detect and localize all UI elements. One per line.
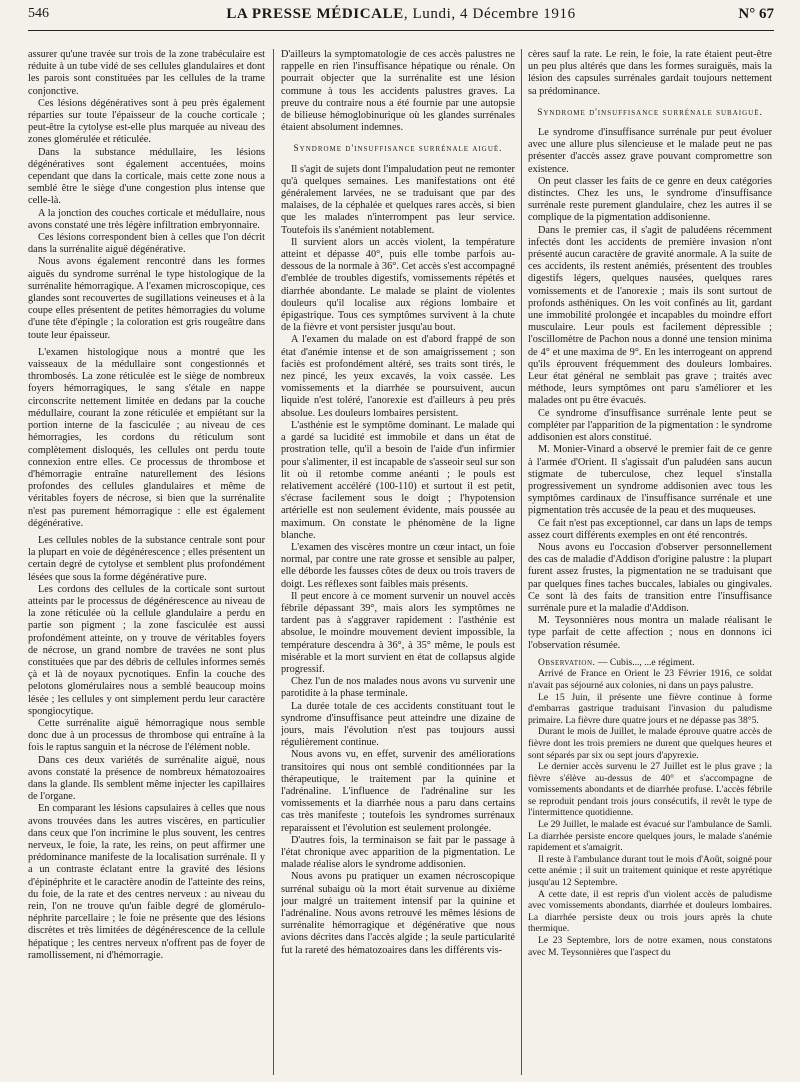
observation-intro: — Cubis..., ...e régiment.	[595, 656, 695, 668]
paragraph: A la jonction des couches corticale et médullaire, nous avons constaté une très légère infiltration embryonnaire.	[28, 207, 265, 231]
paragraph: Ces lésions correspondent bien à celles que l'on décrit dans la surrénalite aiguë dégénérative.	[28, 232, 265, 256]
observation-paragraph: Il reste à l'ambulance durant tout le mois d'Août, soigné pour cette anémie ; il suit un traitement quinique et reste apyrétique jusqu'au 12 Septembre.	[528, 853, 772, 889]
paragraph: L'asthénie est le symptôme dominant. Le malade qui a gardé sa lucidité est immobile et dans un état de prostration telle, qu'il a besoin de l'aide d'un infirmier pour s'alimenter, il est incapable de s'asseoir seul sur son lit où il retombe comme anéanti ; le pouls est relativement accéléré (100-110) et surtout il est petit, s'écrase facilement sous le doigt ; l'hypotension artérielle est non seulement évidente, mais poussée au maximum. On constate le phénomène de la ligne blanche.	[281, 419, 515, 541]
section-heading: Syndrome d'insuffisance surrénale aiguë.	[293, 144, 503, 155]
journal-title-line	[28, 6, 774, 23]
issue-number: N° 67	[738, 6, 774, 22]
paragraph: En comparant les lésions capsulaires à celles que nous avons trouvées dans les autres viscères, en particulier dans ceux que l'on incrimine le plus souvent, les centres nerveux, le foie, la rate, les reins, on peut affirmer une prédominance manifeste de la localisation surrénale. Il y a un contraste éclatant entre la gravité des lésions d'épinéphrite et le caractère anodin de l'atteinte des reins, du foie, de la rate et des centres nerveux : au niveau du rein, l'on ne trouve qu'un faible degré de glomérulo-néphrite parcellaire ; le foie ne présente que des lésions discrètes et très limitées de dégénérescence de la cellule hépatique ; les centres nerveux n'offrent pas de foyer de ramollissement, ni d'hémorragie.	[28, 803, 265, 961]
paragraph: Nous avons vu, en effet, survenir des améliorations transitoires qui nous ont semblé conditionnées par la thérapeutique, le traitement par la quinine et l'adrénaline. L'influence de l'adrénaline sur les vomissements et la diarrhée nous a paru dans certains cas très manifeste ; toutefois les syndromes surrénaux reparaissent et l'évolution est seulement prolongée.	[281, 749, 515, 834]
paragraph: Dans le premier cas, il s'agit de paludéens récemment infectés dont les accidents de première invasion n'ont présenté aucun caractère de gravité anormale. A la suite de ces accidents, ils restent anémiés, présentent des troubles digestifs légers, quelques nausées, quelques rares vomissements et de l'anorexie ; mais ils sont surtout de profonds asthéniques. On les voit confinés au lit, gardant une immobilité prolongée et incapables du moindre effort musculaire. Leur pouls est facilement dépressible ; l'oscillomètre de Pachon nous a donné une tension minima de 4° et une maxima de 9°. En les interrogeant on apprend qu'ils éprouvent fréquemment des douleurs lombaires. Leur état général ne semblait pas grave ; traités avec méthode, leurs symptômes ont paru s'améliorer et les malades ont pu être évacués.	[528, 224, 772, 407]
masthead	[28, 6, 774, 31]
paragraph: cères sauf la rate. Le rein, le foie, la rate étaient peut-être un peu plus altérés que dans les formes suraiguës, mais la lésion des capsules surrénales gardait toujours nettement sa prédominance.	[528, 49, 772, 97]
column-divider	[273, 49, 274, 1075]
section-heading: Syndrome d'insuffisance surrénale subaiguë.	[537, 107, 763, 118]
paragraph: Nous avons pu pratiquer un examen nécroscopique surrénal subaigu où la mort était survenue au dixième jour malgré un traitement intensif par la quinine et l'adrénaline. Nous avons retrouvé les mêmes lésions de surrénalite hémorragique et dégénérative que nous avions décrites dans l'accès algide ; la seule particularité fut la rareté des hématozoaires dans les différents vis-	[281, 871, 515, 956]
paragraph: Il survient alors un accès violent, la température atteint et dépasse 40°, puis elle tombe parfois au-dessous de la normale à 36°. Cet accès s'est accompagné d'emblée de troubles digestifs, vomissements répétés et diarrhée abondante. Le malade se plaint de violentes douleurs qu'il localise aux régions lombaire et épigastrique. Tous ces symptômes survivent à la chute de la fièvre et vont persister jusqu'au bout.	[281, 236, 515, 334]
journal-title: LA PRESSE MÉDICALE	[226, 6, 404, 22]
paragraph: Le syndrome d'insuffisance surrénale pur peut évoluer avec une allure plus silencieuse et le malade peut ne pas présenter d'accès assez grave pouvant compromettre son existence.	[528, 127, 772, 175]
paragraph: Nous avons également rencontré dans les formes aiguës du syndrome surrénal le type histologique de la surrénalite hémorragique. A l'examen microscopique, ces glandes sont recouvertes de sugillations veineuses et à la coupe elles présentent de petites hémorragies du volume d'une tête d'épingle ; la coloration est gris rougeâtre dans toute leur épaisseur.	[28, 256, 265, 341]
observation-paragraph: Arrivé de France en Orient le 23 Février 1916, ce soldat n'avait pas séjourné aux colonies, ni dans un pays palustre.	[528, 668, 772, 691]
paragraph: Ces lésions dégénératives sont à peu près également réparties sur toute l'épaisseur de la couche corticale ; peut-être la cytolyse est-elle plus marquée au niveau des zones glomérulée et réticulée.	[28, 97, 265, 146]
paragraph: Ce syndrome d'insuffisance surrénale lente peut se compléter par l'apparition de la pigmentation : le syndrome addisonien est alors constitué.	[528, 407, 772, 444]
paragraph: Dans la substance médullaire, les lésions dégénératives sont également accentuées, moins cependant que dans la corticale, mais cette zone nous a semblé être le siège d'une congestion plus intense que celle-là.	[28, 146, 265, 207]
column-3	[528, 49, 772, 1079]
paragraph: Nous avons eu l'occasion d'observer personnellement des cas de maladie d'Addison d'origine palustre : la plupart furent assez frustes, la pigmentation ne se traduisant que par quelques fines taches buccales, labiales ou gingivales. Ce sont là des faits de transition entre l'insuffisance surrénale pure et la maladie d'Addison.	[528, 541, 772, 614]
page-number: 546	[28, 6, 49, 21]
paragraph: M. Teysonnières nous montra un malade réalisant le type parfait de cette affection ; nous en donnons ici l'observation résumée.	[528, 615, 772, 651]
paragraph: La durée totale de ces accidents constituant tout le syndrome d'insuffisance peut atteindre une dizaine de jours, mais l'évolution n'est pas toujours aussi régulièrement continue.	[281, 700, 515, 749]
observation-paragraph: Le 15 Juin, il présente une fièvre continue à forme d'embarras gastrique traduisant l'invasion du paludisme primaire. La fièvre dure quatre jours et ne dépasse pas 38°5.	[528, 691, 772, 726]
observation-label: Observation.	[538, 656, 596, 668]
column-2	[281, 49, 515, 1079]
paragraph: Les cellules nobles de la substance centrale sont pour la plupart en voie de dégénérescence ; elles présentent un certain degré de cytolyse et semblent plus profondément lésées que sous la forme dégénérative pure.	[28, 534, 265, 583]
issue-date: , Lundi, 4 Décembre 1916	[403, 6, 576, 22]
paragraph: D'ailleurs la symptomatologie de ces accès palustres ne rappelle en rien l'insuffisance hépatique ou rénale. On pourrait objecter que la surrénalite est une lésion commune à tous les accidents palustres graves. La preuve du contraire nous a été fournie par une autopsie de bilieuse hémoglobinurique où les glandes surrénales étaient absolument indemnes.	[281, 49, 515, 134]
observation-paragraph: Durant le mois de Juillet, le malade éprouve quatre accès de fièvre dont les trois premiers ne durent que quelques heures et sont séparés par six ou sept jours d'apyrexie.	[528, 726, 772, 761]
observation-block	[528, 657, 772, 958]
paragraph: L'examen histologique nous a montré que les vaisseaux de la médullaire sont congestionnés et thrombosés. La zone réticulée est le siège de nombreux foyers hémorragiques, le sang s'étale en nappe circonscrite nettement limitée en dedans par la couche médullaire, courant la zone réticulée et empiétant sur la portion interne de la fasciculée ; au niveau de ces hémorragies, les cordons du réticulum sont complètement disloqués, les cellules ont perdu toute connexion entre elles. Ce processus de thrombose et d'hémorragie entraîne naturellement des lésions profondes des cellules glandulaires et même de véritables foyers de nécrose, si bien que la surrénalite n'est pas purement hémorragique : elle est également dégénérative.	[28, 346, 265, 529]
paragraph: A l'examen du malade on est d'abord frappé de son état d'anémie intense et de son amaigrissement ; son faciès est profondément altéré, ses traits sont tirés, le nez pincé, les yeux excavés, la voix cassée. Les vomissements et la diarrhée se poursuivent, aucun liquide n'est toléré, l'anorexie est d'ailleurs à peu près absolue. Les douleurs lombaires persistent.	[281, 334, 515, 419]
paragraph: On peut classer les faits de ce genre en deux catégories distinctes. Chez les uns, le syndrome d'insuffisance surrénale reste purement glandulaire, chez les autres il se complique de la pigmentation addisonienne.	[528, 175, 772, 224]
paragraph: Les cordons des cellules de la corticale sont surtout atteints par le processus de dégénérescence au niveau de la zone réticulée où la cellule glandulaire a perdu en partie son pigment ; la zone fasciculée est aussi profondément atteinte, on y trouve de véritables foyers de nécrose, un grand nombre de travées ne sont plus constituées que par des débris de cellules informes semés çà et là de noyaux pycnotiques. Enfin la couche des pelotons glomérulaires nous a semblé beaucoup moins lésée ; les cellules y ont simplement perdu leur caractère spongiocytique.	[28, 583, 265, 717]
paragraph: Ce fait n'est pas exceptionnel, car dans un laps de temps assez court différents exemples en ont été rencontrés.	[528, 517, 772, 541]
column-1	[28, 49, 265, 1079]
paragraph: Dans ces deux variétés de surrénalite aiguë, nous avons constaté la présence de nombreux hématozoaires dans la glande. Ils semblent même injecter les capillaires de l'organe.	[28, 754, 265, 803]
paragraph: Il s'agit de sujets dont l'impaludation peut ne remonter qu'à quelques semaines. Les manifestations ont été généralement larvées, ne se traduisant que par des malaises, de la céphalée et quelques rares accès, si bien que les malades n'interrompent pas leur service. Toutefois ils s'anémient notablement.	[281, 163, 515, 236]
paragraph: Chez l'un de nos malades nous avons vu survenir une parotidite à la phase terminale.	[281, 676, 515, 700]
observation-header	[528, 657, 772, 669]
paragraph: Il peut encore à ce moment survenir un nouvel accès fébrile dépassant 39°, mais alors les symptômes ne tardent pas à s'aggraver rapidement : l'asthénie est absolue, le moindre mouvement devient impossible, la température descendra à 36°, à 35° même, le pouls est misérable et la mort survient en état de collapsus algide progressif.	[281, 590, 515, 675]
column-divider	[521, 49, 522, 1075]
paragraph: L'examen des viscères montre un cœur intact, un foie normal, par contre une rate grosse et sensible au palper, elle déborde les fausses côtes de deux ou trois travers de doigt. Les réflexes sont faibles mais présents.	[281, 541, 515, 590]
observation-paragraph: Le dernier accès survenu le 27 Juillet est le plus grave ; la fièvre s'élève au-dessus de 40° et s'accompagne de vomissements abondants et de diarrhée profuse. L'accès fébrile se reproduit pendant trois jours consécutifs, il revêt le type de l'intermittence quotidienne.	[528, 761, 772, 819]
observation-paragraph: A cette date, il est repris d'un violent accès de paludisme avec vomissements abondants, diarrhée et douleurs lombaires. La diarrhée persiste deux ou trois jours après la chute thermique.	[528, 888, 772, 935]
observation-paragraph: Le 23 Septembre, lors de notre examen, nous constatons avec M. Teysonnières que l'aspect du	[528, 935, 772, 958]
observation-paragraph: Le 29 Juillet, le malade est évacué sur l'ambulance de Samli. La diarrhée persiste encore quelques jours, le malade s'anémie rapidement et s'amaigrit.	[528, 819, 772, 854]
paragraph: assurer qu'une travée sur trois de la zone trabéculaire est réduite à un tube vidé de ses cellules glandulaires et dont les parois sont constituées par les cellules de la trame conjonctive.	[28, 49, 265, 97]
paragraph: M. Monier-Vinard a observé le premier fait de ce genre à l'armée d'Orient. Il s'agissait d'un paludéen sans aucun stigmate de tuberculose, chez lequel s'installa progressivement un syndrome addisonien avec tous les symptômes cardinaux de l'insuffisance surrénale et une pigmentation très accusée de la peau et des muqueuses.	[528, 444, 772, 517]
paragraph: D'autres fois, la terminaison se fait par le passage à l'état chronique avec apparition de la pigmentation. Le malade réalise alors le syndrome addisonien.	[281, 834, 515, 871]
paragraph: Cette surrénalite aiguë hémorragique nous semble donc due à un processus de thrombose qui entraîne à la fois le raptus sanguin et la nécrose de l'élément noble.	[28, 717, 265, 754]
